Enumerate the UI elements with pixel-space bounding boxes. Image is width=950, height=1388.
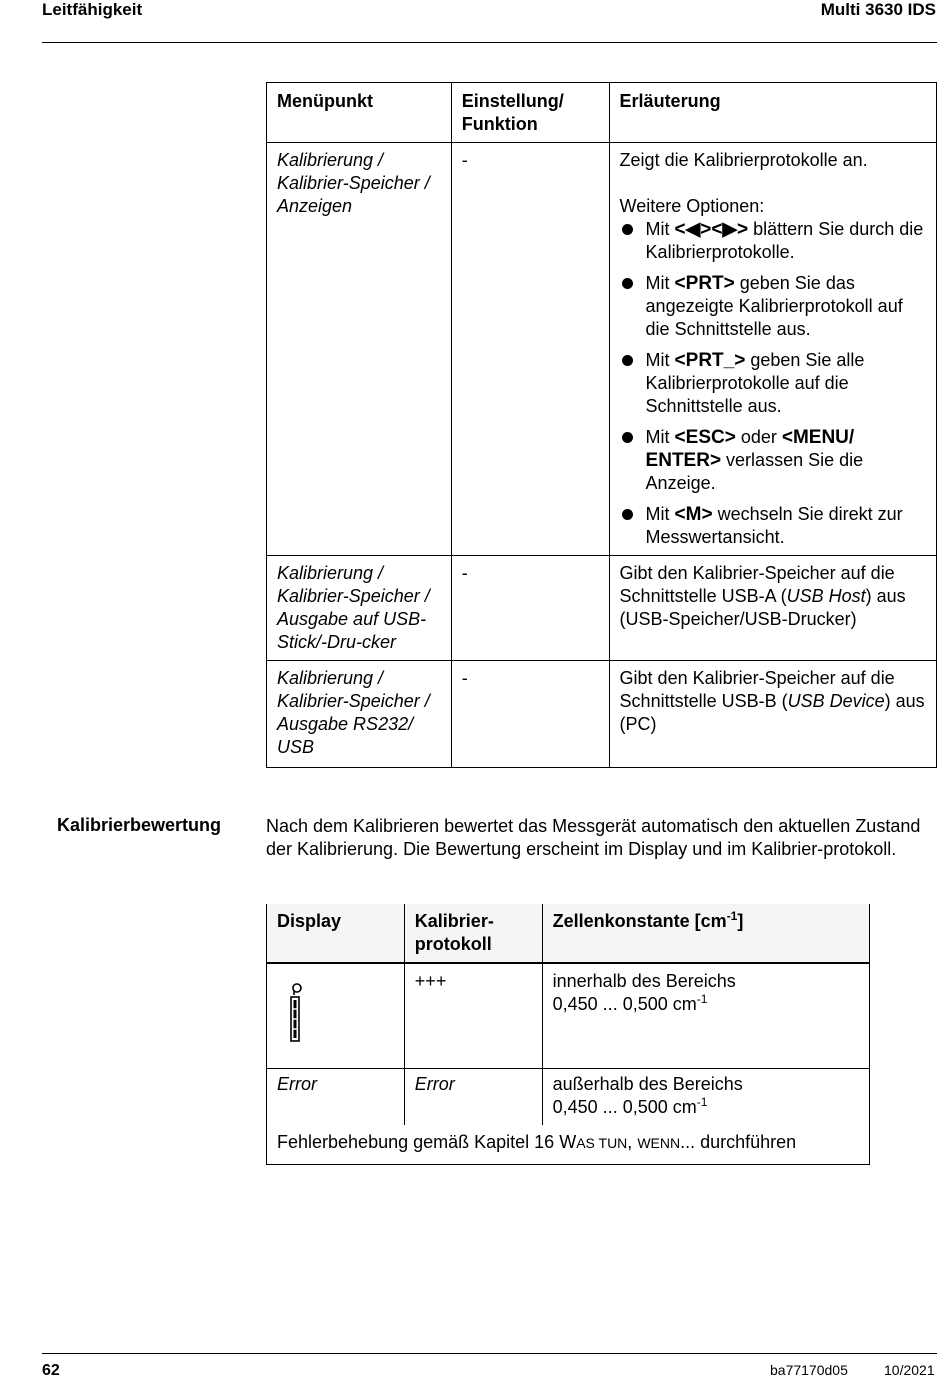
col-header-menu: Menüpunkt	[267, 83, 452, 143]
footnote-cell: Fehlerbehebung gemäß Kapitel 16 WAS TUN, WENN... durchführen	[267, 1125, 870, 1165]
header-rule	[42, 42, 937, 43]
evaluation-table	[266, 904, 870, 1165]
section-label: Kalibrierbewertung	[57, 815, 222, 835]
explanation-cell	[609, 143, 936, 556]
setting-cell: -	[451, 556, 609, 661]
table-row	[267, 143, 937, 556]
key-m: <M>	[674, 504, 713, 525]
display-cell: Error	[267, 1069, 405, 1126]
col-header-protocol: Kalibrier- protokoll	[404, 904, 542, 963]
explanation-intro: Zeigt die Kalibrierprotokolle an.	[619, 150, 868, 170]
table-footnote-row	[267, 1125, 870, 1165]
section-text: Nach dem Kalibrieren bewertet das Messgerät automatisch den aktuellen Zustand der Kalibrierung. Die Bewertung erscheint im Display und im Kalibrier-protokoll.	[266, 816, 921, 859]
display-cell	[267, 963, 405, 1069]
explanation-more: Weitere Optionen:	[619, 196, 765, 216]
setting-cell: -	[451, 143, 609, 556]
table-row	[267, 556, 937, 661]
key-prt-all: <PRT_>	[674, 350, 746, 371]
list-item: Mit <M> wechseln Sie direkt zur Messwertansicht.	[620, 503, 926, 549]
header-product: Multi 3630 IDS	[820, 0, 936, 19]
table-row	[267, 661, 937, 768]
footer-rule	[42, 1353, 937, 1354]
menu-cell: Kalibrierung / Kalibrier-Speicher / Ausgabe RS232/ USB	[267, 661, 452, 768]
key-menu-enter: <MENU/ ENTER>	[645, 427, 855, 471]
col-header-cell-constant: Zellenkonstante $[cm^{-1}]$	[542, 904, 869, 963]
key-esc: <ESC>	[674, 427, 736, 448]
cell-constant-cell: außerhalb des Bereichs 0,450 ... 0,500 $cm^{-1}$	[542, 1069, 869, 1126]
list-item: Mit <PRT_> geben Sie alle Kalibrierprotokolle auf die Schnittstelle aus.	[620, 349, 926, 418]
menu-cell: Kalibrierung / Kalibrier-Speicher / Anzeigen	[267, 143, 452, 556]
probe-icon	[285, 982, 305, 1044]
setting-cell: -	[451, 661, 609, 768]
list-item: Mit <PRT> geben Sie das angezeigte Kalibrierprotokoll auf die Schnittstelle aus.	[620, 272, 926, 341]
explanation-cell: Gibt den Kalibrier-Speicher auf die Schnittstelle USB-A (USB Host) aus (USB-Speicher/USB-Drucker)	[609, 556, 936, 661]
menu-cell: Kalibrierung / Kalibrier-Speicher / Ausgabe auf USB-Stick/-Dru-cker	[267, 556, 452, 661]
table-header-row	[267, 83, 937, 143]
menu-table	[266, 82, 937, 768]
key-arrows: <◀><▶>	[674, 219, 749, 240]
cell-constant-cell: innerhalb des Bereichs 0,450 ... 0,500 $cm^{-1}$	[542, 963, 869, 1069]
page-number: 62	[42, 1362, 60, 1379]
col-header-explanation: Erläuterung	[609, 83, 936, 143]
document-id: ba77170d05	[770, 1362, 848, 1378]
options-list	[620, 218, 926, 549]
header-chapter: Leitfähigkeit	[42, 0, 143, 19]
document-date: 10/2021	[884, 1362, 935, 1378]
list-item: Mit <◀><▶> blättern Sie durch die Kalibrierprotokolle.	[620, 218, 926, 264]
protocol-cell: +++	[404, 963, 542, 1069]
col-header-setting: Einstellung/ Funktion	[451, 83, 609, 143]
explanation-cell: Gibt den Kalibrier-Speicher auf die Schnittstelle USB-B (USB Device) aus (PC)	[609, 661, 936, 768]
col-header-display: Display	[267, 904, 405, 963]
protocol-cell: Error	[404, 1069, 542, 1126]
list-item: Mit <ESC> oder <MENU/ ENTER> verlassen Sie die Anzeige.	[620, 426, 926, 495]
key-prt: <PRT>	[674, 273, 735, 294]
table-row	[267, 1069, 870, 1126]
table-header-row	[267, 904, 870, 963]
table-row	[267, 963, 870, 1069]
